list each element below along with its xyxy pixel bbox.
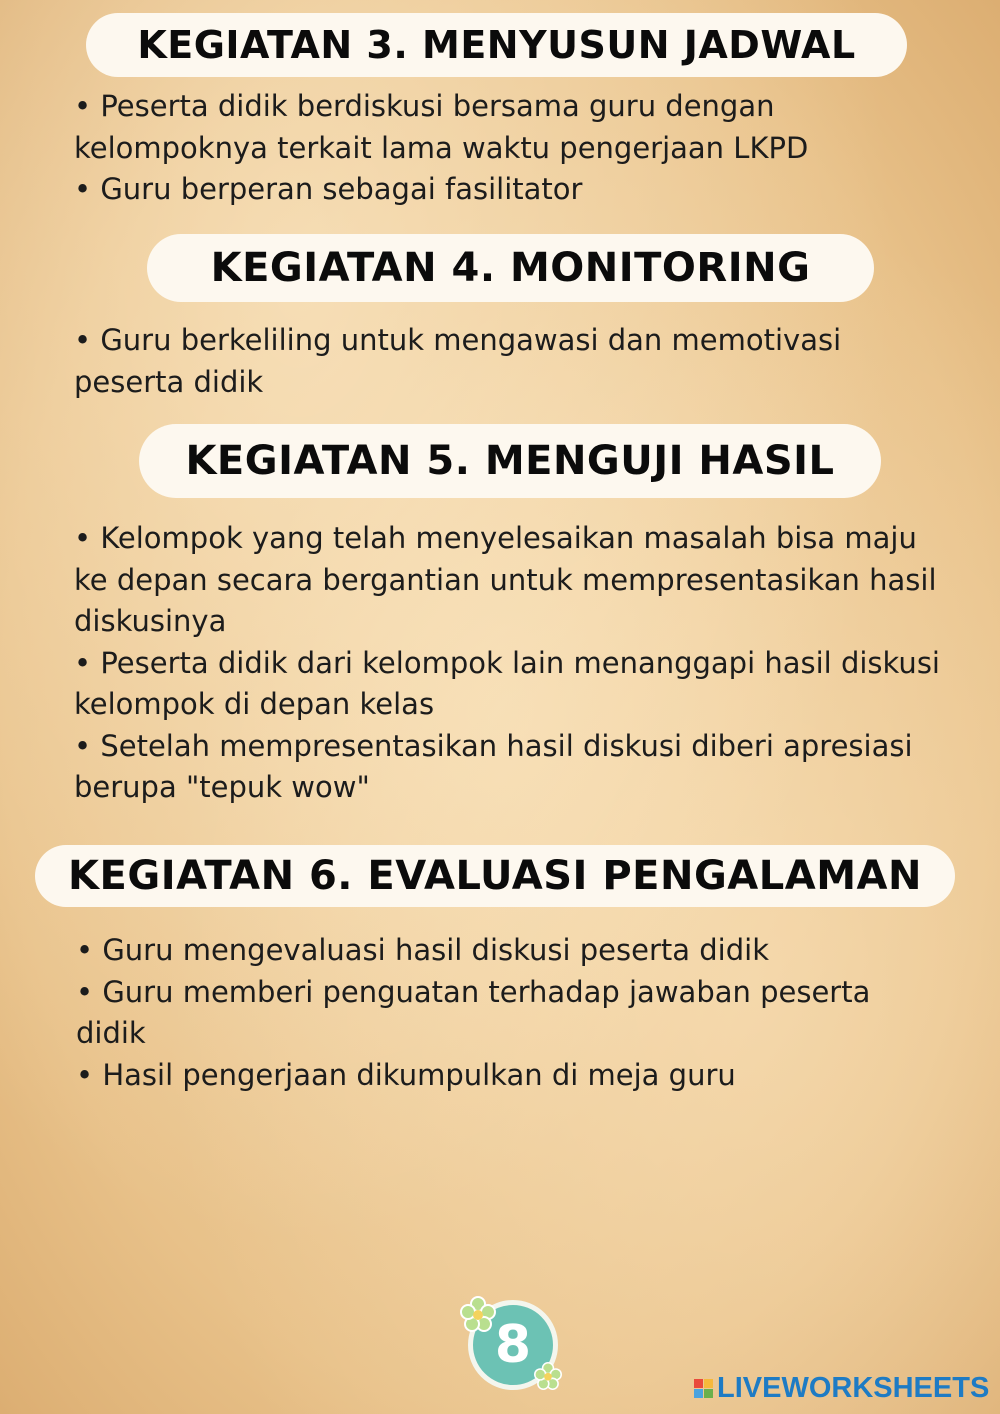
section-5-line-6: • Setelah mempresentasikan hasil diskusi diberi apresiasi <box>74 728 913 763</box>
section-6-line-1: • Guru mengevaluasi hasil diskusi peserta didik <box>76 933 769 967</box>
section-5-line-2: ke depan secara bergantian untuk mempresentasikan hasil <box>74 562 937 597</box>
page-number: 8 <box>494 1315 532 1375</box>
liveworksheets-logo-text: LIVEWORKSHEETS <box>717 1372 990 1404</box>
section-5-title <box>139 424 881 498</box>
section-5-line-3: diskusinya <box>74 604 227 638</box>
section-4-title-text: KEGIATAN 4. MONITORING <box>210 245 811 291</box>
section-3-line-1: • Peserta didik berdiskusi bersama guru dengan <box>74 89 775 123</box>
section-3-body <box>74 86 984 211</box>
section-3-line-3: • Guru berperan sebagai fasilitator <box>74 172 583 206</box>
section-4-body <box>74 320 984 403</box>
section-6-line-3: didik <box>76 1016 146 1050</box>
section-6-title-text: KEGIATAN 6. EVALUASI PENGALAMAN <box>68 853 922 899</box>
liveworksheets-logo <box>694 1372 989 1405</box>
section-5-title-text: KEGIATAN 5. MENGUJI HASIL <box>185 438 835 484</box>
section-6-line-2: • Guru memberi penguatan terhadap jawaban peserta <box>76 974 871 1009</box>
flower-icon <box>534 1362 562 1390</box>
section-3-line-2: kelompoknya terkait lama waktu pengerjaan LKPD <box>74 130 809 165</box>
section-6-line-4: • Hasil pengerjaan dikumpulkan di meja guru <box>76 1057 736 1092</box>
section-5-line-4: • Peserta didik dari kelompok lain menanggapi hasil diskusi <box>74 645 940 680</box>
section-6-body <box>76 930 986 1096</box>
section-3-title <box>86 13 907 77</box>
section-3-title-text: KEGIATAN 3. MENYUSUN JADWAL <box>137 23 856 67</box>
flower-icon <box>460 1296 496 1332</box>
section-6-title <box>35 845 955 907</box>
liveworksheets-logo-icon <box>694 1379 713 1398</box>
section-5-line-1: • Kelompok yang telah menyelesaikan masalah bisa maju <box>74 521 917 555</box>
section-4-line-1: • Guru berkeliling untuk mengawasi dan memotivasi <box>74 323 842 357</box>
section-5-line-7: berupa "tepuk wow" <box>74 770 370 804</box>
section-5-line-5: kelompok di depan kelas <box>74 687 435 721</box>
section-5-body <box>74 518 984 809</box>
section-4-title <box>147 234 874 302</box>
section-4-line-2: peserta didik <box>74 364 264 399</box>
